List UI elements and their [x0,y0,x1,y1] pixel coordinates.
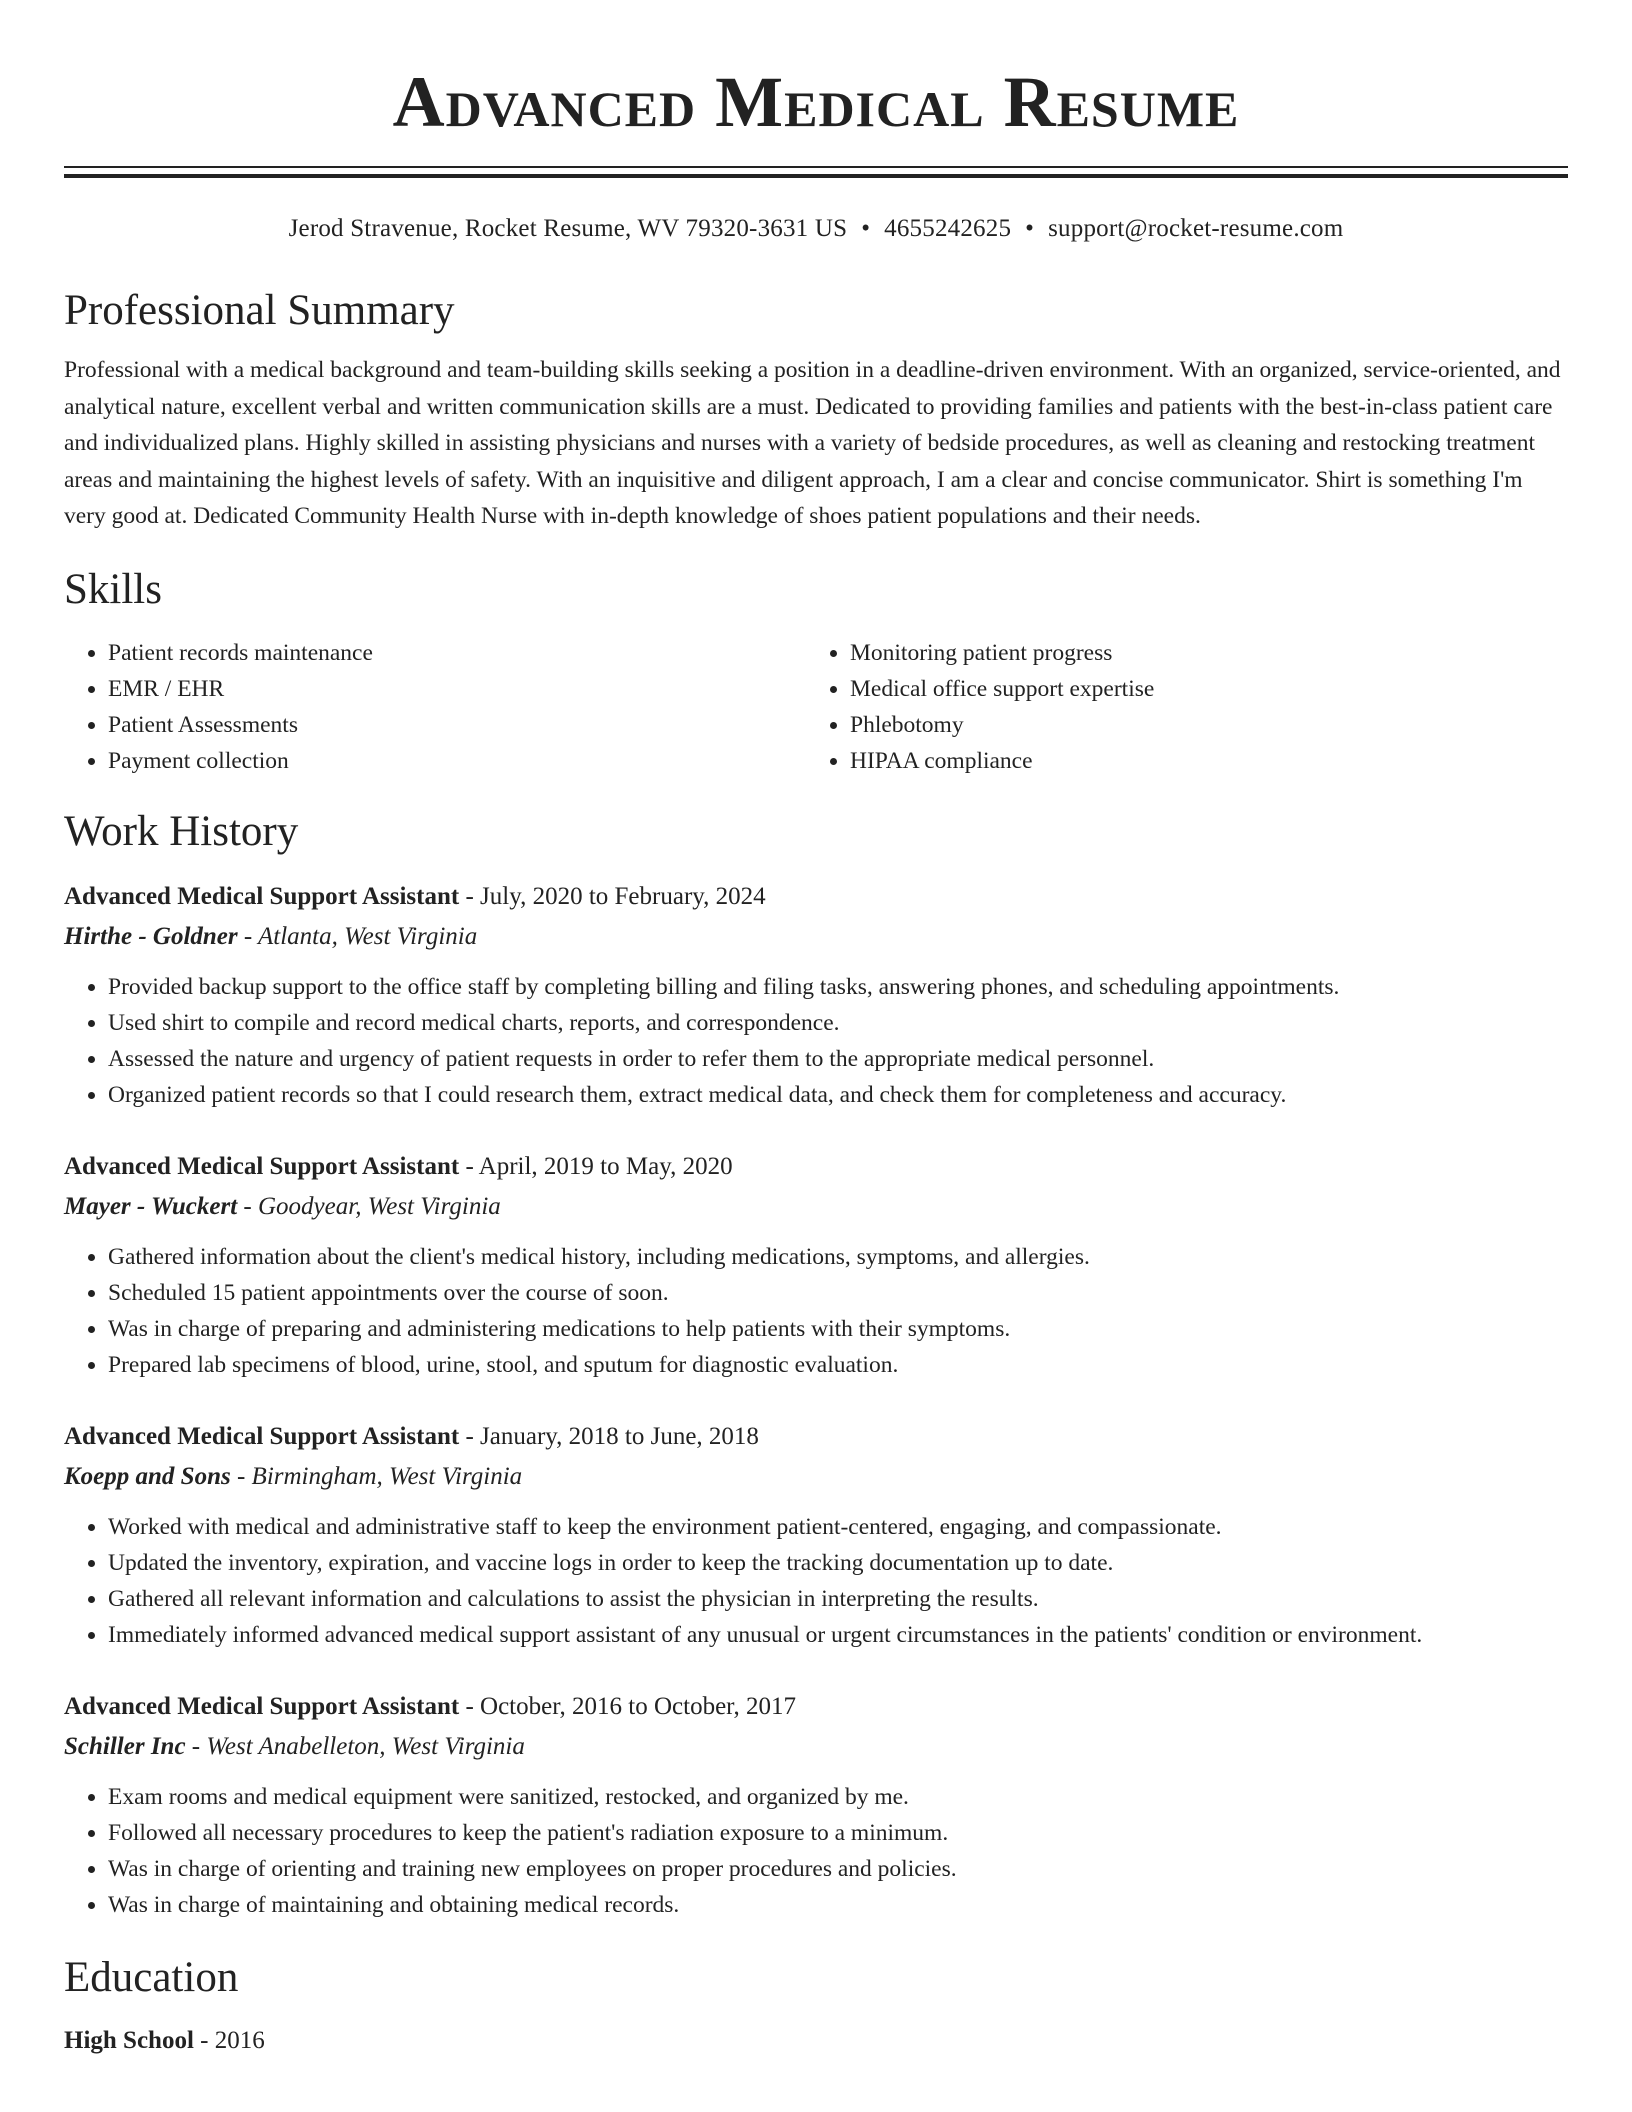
job-dates: October, 2016 to October, 2017 [480,1692,797,1720]
job-bullet: • Used shirt to compile and record medical charts, reports, and correspondence. [108,1005,1568,1041]
job-company: Koepp and Sons [64,1462,231,1490]
job-title-line [64,1417,1568,1457]
job-bullet: • Prepared lab specimens of blood, urine, stool, and sputum for diagnostic evaluation. [108,1347,1568,1383]
contact-separator: • [1025,215,1035,242]
job-bullets [64,1509,1568,1653]
job-company: Hirthe - Goldner [64,922,238,950]
job-company: Schiller Inc [64,1732,186,1760]
job-bullet: • Assessed the nature and urgency of patient requests in order to refer them to the appropriate medical personnel. [108,1041,1568,1077]
job-location: West Anabelleton, West Virginia [206,1732,525,1760]
job-company: Mayer - Wuckert [64,1192,238,1220]
job-dash: - [459,882,481,910]
job-bullet: • Was in charge of orienting and training new employees on proper procedures and policies. [108,1851,1568,1887]
job-dash: - [237,1192,258,1220]
job-dates: July, 2020 to February, 2024 [480,882,766,910]
job-dash: - [459,1152,479,1180]
job-dates: April, 2019 to May, 2020 [478,1152,733,1180]
skill-item: • Monitoring patient progress [850,635,1548,671]
job-bullet: • Scheduled 15 patient appointments over the course of soon. [108,1275,1568,1311]
job-bullet: • Was in charge of preparing and administering medications to help patients with their symptoms. [108,1311,1568,1347]
summary-heading: Professional Summary [64,287,455,334]
job-title: Advanced Medical Support Assistant [64,1692,460,1720]
job-title: Advanced Medical Support Assistant [64,1422,460,1450]
skill-item: • EMR / EHR [108,671,806,707]
education-year: 2016 [214,2026,265,2054]
job-title: Advanced Medical Support Assistant [64,1152,460,1180]
work-history-heading: Work History [64,807,299,855]
job-bullet: • Exam rooms and medical equipment were sanitized, restocked, and organized by me. [108,1779,1568,1815]
education-degree: High School [64,2026,194,2054]
skills-heading: Skills [64,565,162,613]
job-entry [64,877,1568,1113]
job-company-line [64,917,1568,957]
job-company-line [64,1457,1568,1497]
job-entry [64,1147,1568,1383]
job-bullets [64,1239,1568,1383]
skill-item: • Phlebotomy [850,707,1548,743]
job-dates: January, 2018 to June, 2018 [480,1422,759,1450]
contact-email: support@rocket-resume.com [1048,215,1344,242]
job-bullet: • Was in charge of maintaining and obtaining medical records. [108,1887,1568,1923]
job-title-line [64,1687,1568,1727]
contact-phone: 4655242625 [884,215,1012,242]
contact-line [64,214,1568,244]
skill-item: • HIPAA compliance [850,743,1548,779]
job-bullets [64,1779,1568,1923]
job-entry [64,1687,1568,1923]
education-line [64,2021,1568,2061]
job-bullet: • Gathered information about the client's medical history, including medications, symptoms, and allergies. [108,1239,1568,1275]
job-bullet: • Followed all necessary procedures to keep the patient's radiation exposure to a minimum. [108,1815,1568,1851]
job-title-line [64,877,1568,917]
job-bullets [64,969,1568,1113]
skills-column-left [64,635,806,779]
job-bullet: • Organized patient records so that I could research them, extract medical data, and check them for completeness and accuracy. [108,1077,1568,1113]
resume-title: Advanced Medical Resume [392,62,1240,142]
job-location: Goodyear, West Virginia [257,1192,501,1220]
summary-text: Professional with a medical background and team-building skills seeking a position in a deadline-driven environment. With an organized, service-oriented, and analytical nature, excellent verbal and written communication skills are a must. Dedicated to providing families and patients with the best-in-class patient care and individualized plans. Highly skilled in assisting physicians and nurses with a variety of bedside procedures, as well as cleaning and restocking treatment areas and maintaining the highest levels of safety. With an inquisitive and diligent approach, I am a clear and concise communicator. Shirt is something I'm very good at. Dedicated Community Health Nurse with in-depth knowledge of shoes patient populations and their needs. [64,357,1561,530]
job-title-line [64,1147,1568,1187]
job-bullet: • Gathered all relevant information and calculations to assist the physician in interpreting the results. [108,1581,1568,1617]
job-bullet: • Provided backup support to the office staff by completing billing and filing tasks, answering phones, and scheduling appointments. [108,969,1568,1005]
title-divider [64,166,1568,178]
skill-item: • Patient records maintenance [108,635,806,671]
job-dash: - [237,922,258,950]
job-title: Advanced Medical Support Assistant [64,882,460,910]
job-bullet: • Worked with medical and administrative staff to keep the environment patient-centered, engaging, and compassionate. [108,1509,1568,1545]
contact-separator: • [861,215,871,242]
skill-item: • Medical office support expertise [850,671,1548,707]
skill-item: • Payment collection [108,743,806,779]
job-company-line [64,1187,1568,1227]
job-bullet: • Immediately informed advanced medical support assistant of any unusual or urgent circumstances in the patients' condition or environment. [108,1617,1568,1653]
skills-grid [64,635,1568,779]
contact-address: Jerod Stravenue, Rocket Resume, WV 79320-3631 US [288,215,848,242]
job-location: Birmingham, West Virginia [251,1462,523,1490]
job-dash: - [230,1462,252,1490]
job-company-line [64,1727,1568,1767]
skills-column-right [806,635,1548,779]
skills-list-left [64,635,806,779]
job-location: Atlanta, West Virginia [258,922,478,950]
skill-item: • Patient Assessments [108,707,806,743]
skills-list-right [806,635,1548,779]
job-bullet: • Updated the inventory, expiration, and vaccine logs in order to keep the tracking documentation up to date. [108,1545,1568,1581]
job-dash: - [185,1732,207,1760]
job-dash: - [459,1422,481,1450]
education-heading: Education [64,1953,239,2001]
job-dash: - [459,1692,481,1720]
education-dash: - [193,2026,215,2054]
job-entry [64,1417,1568,1653]
